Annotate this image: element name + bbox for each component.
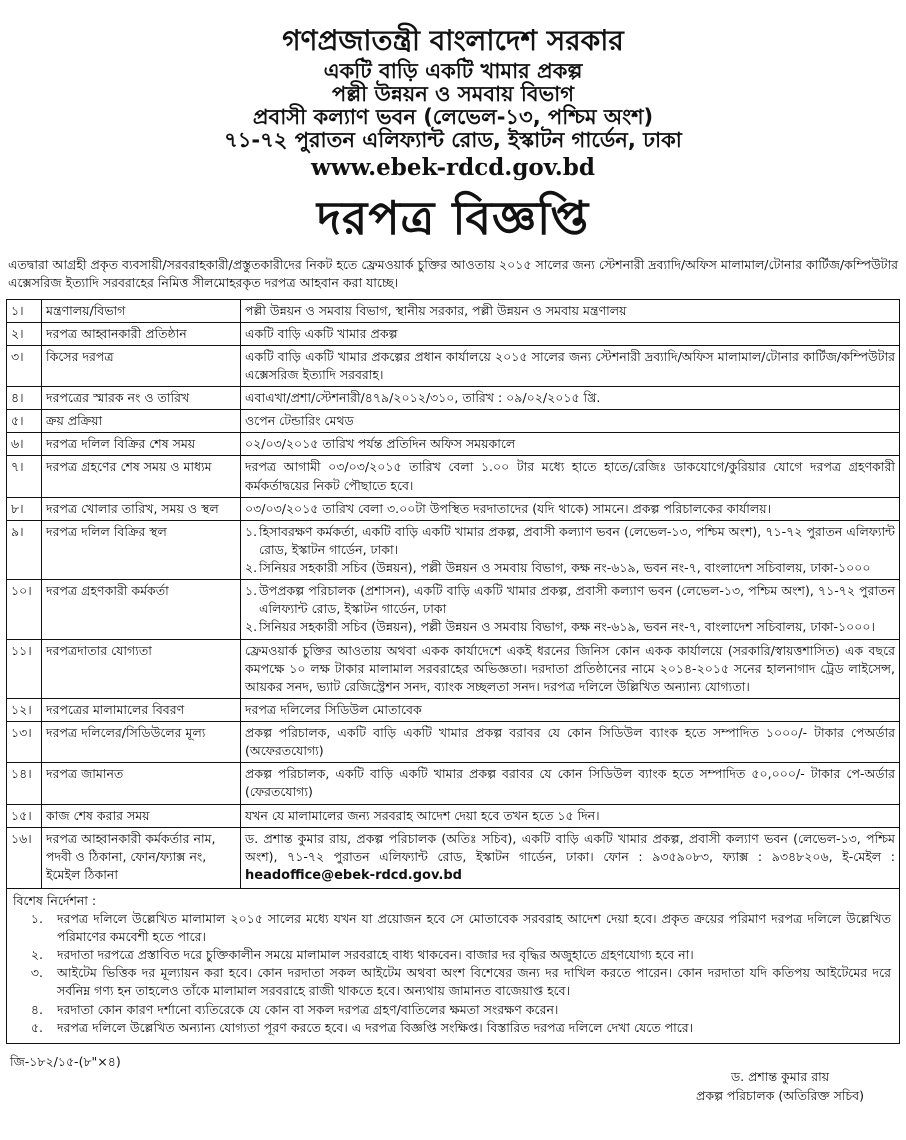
note-text: দরপত্র দলিলে উল্লেখিত অন্যান্য যোগ্যতা পূরণ করতে হবে। এ দরপত্র বিজ্ঞপ্তি সংক্ষিপ্ত। বিস্তারিত দরপত্র দলিলে দেখা যেতে পারে। — [57, 1019, 694, 1035]
note-number: ৪. — [30, 1001, 43, 1017]
row-value — [241, 299, 900, 322]
signer-name: ড. প্রশান্ত কুমার রায় — [730, 1068, 830, 1084]
row-value-text: ০২/০৩/২০১৫ তারিখ পর্যন্ত প্রতিদিন অফিস সময়কালে — [245, 436, 516, 452]
row-value — [241, 410, 900, 433]
row-number: ২। — [7, 322, 42, 345]
row-field: দরপত্র গ্রহণকারী কর্মকর্তা — [42, 580, 241, 639]
table-row — [7, 580, 900, 639]
row-value — [241, 322, 900, 345]
table-row — [7, 722, 900, 763]
row-number: ৭। — [7, 456, 42, 497]
sub-item — [245, 559, 895, 577]
row-value — [241, 722, 900, 763]
sub-item — [245, 582, 895, 618]
row-field: দরপত্র জামানত — [42, 763, 241, 804]
sub-item-number: ১. — [245, 523, 258, 539]
table-row — [7, 497, 900, 520]
notice-header — [0, 0, 906, 246]
row-field: দরপত্র আহ্বানকারী কর্মকর্তার নাম, পদবী ও ঠিকানা, ফোন/ফ্যাক্স নং, ইমেইল ঠিকানা — [42, 827, 241, 888]
row-number: ১৪। — [7, 763, 42, 804]
row-number: ১। — [7, 299, 42, 322]
row-value-text: প্রকল্প পরিচালক, একটি বাড়ি একটি খামার প্রকল্প বরাবর যে কোন সিডিউল ব্যাংক হতে সম্পাদিত ৫০,০০০/- টাকার পে-অর্ডার (ফেরতযোগ্য) — [245, 766, 895, 800]
signer-title: প্রকল্প পরিচালক (অতিরিক্ত সচিব) — [696, 1087, 864, 1103]
row-value — [241, 827, 900, 888]
row-number: ১১। — [7, 639, 42, 698]
row-value — [241, 763, 900, 804]
row-number: ৯। — [7, 520, 42, 579]
table-row — [7, 639, 900, 698]
note-item — [7, 1019, 899, 1037]
sub-item-text: সিনিয়র সহকারী সচিব (উন্নয়ন), পল্লী উন্নয়ন ও সমবায় বিভাগ, কক্ষ নং-৬১৯, ভবন নং-৭, বাংলাদেশ সচিবালয়, ঢাকা-১০০০ — [259, 560, 871, 576]
table-row — [7, 299, 900, 322]
table-row — [7, 698, 900, 721]
row-value — [241, 433, 900, 456]
note-number: ১. — [30, 910, 43, 926]
row-value-text: পল্লী উন্নয়ন ও সমবায় বিভাগ, স্থানীয় সরকার, পল্লী উন্নয়ন ও সমবায় মন্ত্রণালয় — [245, 302, 627, 318]
sub-item — [245, 523, 895, 559]
row-number: ৩। — [7, 345, 42, 386]
notice-footer — [0, 1044, 906, 1104]
notes-title: বিশেষ নির্দেশনা : — [13, 892, 97, 908]
project-name: একটি বাড়ি একটি খামার প্রকল্প — [323, 58, 583, 83]
row-number: ৪। — [7, 387, 42, 410]
reference-code: জি-১৮২/১৫-(৮"×৪) — [10, 1053, 121, 1069]
row-value — [241, 580, 900, 639]
sub-item-text: সিনিয়র সহকারী সচিব (উন্নয়ন), পল্লী উন্নয়ন ও সমবায় বিভাগ, কক্ষ নং-৬১৯, ভবন নং-৭, বাংলাদেশ সচিবালয়, ঢাকা-১০০০। — [259, 619, 875, 635]
note-item — [7, 946, 899, 964]
note-item — [7, 1001, 899, 1019]
row-number: ১২। — [7, 698, 42, 721]
table-row — [7, 410, 900, 433]
sub-item-number: ২. — [245, 560, 258, 576]
row-field: দরপত্র দলিলের/সিডিউলের মূল্য — [42, 722, 241, 763]
table-row — [7, 345, 900, 386]
sub-item-number: ১. — [245, 583, 258, 599]
government-title: গণপ্রজাতন্ত্রী বাংলাদেশ সরকার — [282, 24, 624, 57]
row-value-text: একটি বাড়ি একটি খামার প্রকল্পের প্রধান কার্যালয়ে ২০১৫ সালের জন্য স্টেশনারী দ্রব্যাদি/অফিস মালামাল/টোনার কার্টিজ/কম্পিউটার এক্সেসরিজ ইত্যাদি সরবরাহ। — [245, 348, 895, 382]
table-row — [7, 520, 900, 579]
row-value — [241, 520, 900, 579]
note-text: দরদাতা দরপত্রে প্রস্তাবিত দরে চুক্তিকালীন সময়ে মালামাল সরবরাহে বাধ্য থাকবেন। বাজার দর বৃদ্ধির অজুহাতে গ্রহণযোগ্য হবে না। — [57, 947, 694, 963]
row-number: ৮। — [7, 497, 42, 520]
row-field: দরপত্র আহ্বানকারী প্রতিষ্ঠান — [42, 322, 241, 345]
row-number: ৬। — [7, 433, 42, 456]
row-field: কাজ শেষ করার সময় — [42, 804, 241, 827]
sub-item — [245, 618, 895, 636]
row-value — [241, 698, 900, 721]
table-row — [7, 763, 900, 804]
sub-item-number: ২. — [245, 619, 258, 635]
row-field: দরপত্র দলিল বিক্রির স্থল — [42, 520, 241, 579]
website-link[interactable]: www.ebek-rdcd.gov.bd — [311, 154, 595, 182]
row-value-text: এবাএখা/প্রশা/স্টেশনারী/৪৭৯/২০১২/৩১০, তারিখ : ০৯/০২/২০১৫ খ্রি. — [245, 390, 601, 406]
note-number: ২. — [30, 947, 43, 963]
row-value — [241, 456, 900, 497]
note-text: দরপত্র দলিলে উল্লেখিত মালামাল ২০১৫ সালের মধ্যে যখন যা প্রয়োজন হবে সে মোতাবেক সরবরাহ আদেশ দেয়া হবে। প্রকৃত ক্রয়ের পরিমাণ দরপত্র দলিলে উল্লেখিত পরিমাণের কমবেশী হতে পারে। — [57, 910, 891, 945]
row-value-text: যখন যে মালামালের জন্য সরবরাহ আদেশ দেয়া হবে তখন হতে ১৫ দিন। — [245, 807, 600, 823]
row-number: ৫। — [7, 410, 42, 433]
division-name: পল্লী উন্নয়ন ও সমবায় বিভাগ — [331, 81, 575, 106]
note-item — [7, 964, 899, 1000]
row-value-text: দরপত্র আগামী ০৩/০৩/২০১৫ তারিখ বেলা ১.০০ টার মধ্যে হাতে হাতে/রেজিঃ ডাকযোগে/কুরিয়ার যোগে দরপত্র গ্রহণকারী কর্মকর্তাদ্বয়ের নিকট পৌছাতে হবে। — [245, 459, 895, 493]
row-field: দরপত্র দলিল বিক্রির শেষ সময় — [42, 433, 241, 456]
row-value — [241, 804, 900, 827]
building-name: প্রবাসী কল্যাণ ভবন (লেভেল-১৩, পশ্চিম অংশ) — [252, 104, 654, 129]
row-number: ১৫। — [7, 804, 42, 827]
row-value-text: একটি বাড়ি একটি খামার প্রকল্প — [245, 325, 398, 341]
row-field: দরপত্রের স্মারক নং ও তারিখ — [42, 387, 241, 410]
notes-list — [7, 910, 899, 1037]
note-item — [7, 910, 899, 946]
row-value — [241, 497, 900, 520]
note-number: ৫. — [30, 1019, 43, 1035]
note-text: আইটেম ভিত্তিক দর মূল্যায়ন করা হবে। কোন দরদাতা সকল আইটেম অথবা অংশ বিশেষের জন্য দর দাখিল করতে পারেন। কোন দরদাতা যদি কতিপয় আইটেমের দরে সর্বনিম্ন গণ্য হন তাহলেও তাঁকে মালামাল সরবরাহে রাজী থাকতে হবে। অন্যথায় জামানত বাজেয়াপ্ত হবে। — [57, 965, 891, 999]
row-value-text: ০৩/০৩/২০১৫ তারিখ বেলা ৩.০০টা উপস্থিত দরদাতাদের (যদি থাকে) সামনে। প্রকল্প পরিচালকের কার্যালয়। — [245, 500, 772, 516]
note-number: ৩. — [30, 965, 43, 981]
row-value — [241, 387, 900, 410]
table-row — [7, 827, 900, 888]
sub-item-text: উপপ্রকল্প পরিচালক (প্রশাসন), একটি বাড়ি একটি খামার প্রকল্প, প্রবাসী কল্যাণ ভবন (লেভেল-১৩, পশ্চিম অংশ), ৭১-৭২ পুরাতন এলিফ্যান্ট রোড, ইস্কাটন গার্ডেন, ঢাকা — [259, 583, 895, 617]
row-value-text: প্রকল্প পরিচালক, একটি বাড়ি একটি খামার প্রকল্প বরাবর যে কোন সিডিউল ব্যাংক হতে সম্পাদিত ১০০০/- টাকার পেঅর্ডার (অফেরতযোগ্য) — [245, 725, 895, 759]
row-value-text: দরপত্র দলিলের সিডিউল মোতাবেক — [245, 701, 422, 717]
office-address: ৭১-৭২ পুরাতন এলিফ্যান্ট রোড, ইস্কাটন গার্ডেন, ঢাকা — [224, 128, 682, 153]
row-value-text: ফ্রেমওয়ার্ক চুক্তির আওতায় অথবা একক কার্যাদেশে একই ধরনের জিনিস কোন একক কার্যালয়ে (সরকারি/স্বায়ত্তশাসিত) এক বছরে কমপক্ষে ১০ লক্ষ টাকার মালামাল সরবরাহের অভিজ্ঞতা। দরদাতা প্রতিষ্ঠানের নামে ২০১৪-২০১৫ সনের হালনাগাদ ট্রেড লাইসেন্স, আয়কর সনদ, ভ্যাট রেজিস্ট্রেশন সনদ, ব্যাংক সচ্ছলতা সনদ। দরপত্র দলিলে উল্লিখিত অন্যান্য যোগ্যতা। — [245, 642, 895, 694]
email-link[interactable]: headoffice@ebek-rdcd.gov.bd — [245, 867, 462, 883]
notice-title: দরপত্র বিজ্ঞপ্তি — [316, 191, 590, 246]
row-field: দরপত্র খোলার তারিখ, সময় ও স্থল — [42, 497, 241, 520]
row-number: ১৬। — [7, 827, 42, 888]
table-row — [7, 433, 900, 456]
table-row — [7, 387, 900, 410]
row-value — [241, 345, 900, 386]
note-text: দরদাতা কোন কারণ দর্শানো ব্যতিরেকে যে কোন বা সকল দরপত্র গ্রহণ/বাতিলের ক্ষমতা সংরক্ষণ করেন। — [57, 1001, 559, 1017]
table-row — [7, 322, 900, 345]
row-value — [241, 639, 900, 698]
table-row — [7, 456, 900, 497]
tender-table — [6, 299, 900, 889]
special-instructions — [6, 889, 900, 1044]
row-value-text: ড. প্রশান্ত কুমার রায়, প্রকল্প পরিচালক (অতিঃ সচিব), একটি বাড়ি একটি খামার প্রকল্প, প্রবাসী কল্যাণ ভবন (লেভেল-১৩, পশ্চিম অংশ), ৭১-৭২ পুরাতন এলিফ্যান্ট রোড, ইস্কাটন গার্ডেন, ঢাকা। ফোন : ৯৩৫৯০৮৩, ফ্যাক্স : ৯৩৪৮২০৬, ই-মেইল : — [245, 830, 895, 864]
row-field: মন্ত্রণালয়/বিভাগ — [42, 299, 241, 322]
row-field: দরপত্রের মালামালের বিবরণ — [42, 698, 241, 721]
row-number: ১০। — [7, 580, 42, 639]
row-field: ক্রয় প্রক্রিয়া — [42, 410, 241, 433]
table-row — [7, 804, 900, 827]
row-value-text: ওপেন টেন্ডারিং মেথড — [245, 413, 354, 429]
signature-block — [696, 1068, 864, 1106]
row-field: দরপত্রদাতার যোগ্যতা — [42, 639, 241, 698]
row-number: ১৩। — [7, 722, 42, 763]
sub-item-text: হিসাবরক্ষণ কর্মকর্তা, একটি বাড়ি একটি খামার প্রকল্প, প্রবাসী কল্যাণ ভবন (লেভেল-১৩, পশ্চিম অংশ), ৭১-৭২ পুরাতন এলিফ্যান্ট রোড, ইস্কাটন গার্ডেন, ঢাকা। — [259, 523, 895, 557]
row-field: কিসের দরপত্র — [42, 345, 241, 386]
row-field: দরপত্র গ্রহণের শেষ সময় ও মাধ্যম — [42, 456, 241, 497]
intro-paragraph: এতদ্বারা আগ্রহী প্রকৃত ব্যবসায়ী/সরবরাহকারী/প্রস্তুতকারীদের নিকট হতে ফ্রেমওয়ার্ক চুক্তির আওতায় ২০১৫ সালের জন্য স্টেশনারী দ্রব্যাদি/অফিস মালামাল/টোনার কার্টিজ/কম্পিউটার এক্সেসরিজ ইত্যাদি সরবরাহের নিমিত্ত সীলমোহরকৃত দরপত্র আহবান করা যাচ্ছে। — [8, 257, 898, 291]
